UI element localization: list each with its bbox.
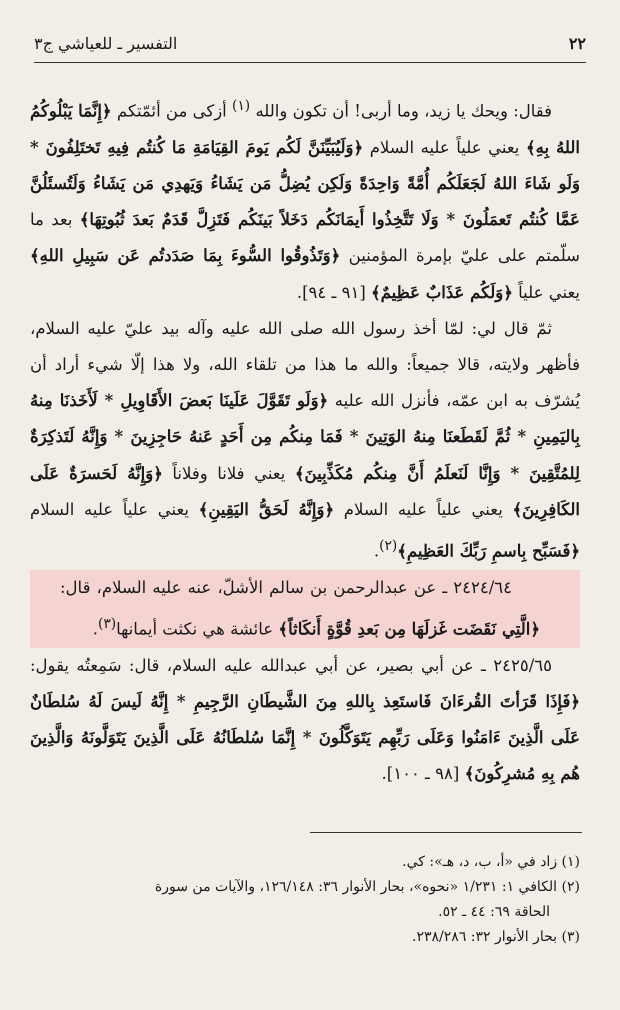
footnote-ref: (٢) [379, 537, 398, 554]
text-span: يعني علياً عليه السلام [30, 499, 190, 519]
text-span: أزكى من أئمّتكم [116, 101, 227, 121]
text-span: عائشة هي نكثت أيمانها [116, 619, 274, 639]
paragraph-2 [30, 311, 580, 570]
quran-verse: ﴿الَّتِي نَقَضَت غَزلَهَا مِن بَعدِ قُوَّةٍ أَنكَاثاً﴾ [278, 619, 540, 639]
text-span: يعني علياً [518, 282, 580, 302]
quran-verse: ﴿وَلَو تَقَوَّلَ عَلَينَا بَعضَ الأَقَاوِيلِ * لَأَخَذنَا مِنهُ بِاليَمِينِ * ثُمَّ لَقَطَعنَا مِنهُ الوَتِينَ * فَمَا مِنكُم مِن أَحَدٍ عَنهُ حَاجِزِينَ * وَإِنَّهُ لَتَذكِرَةٌ لِلمُتَّقِينَ * وَإِنَّا لَنَعلَمُ أَنَّ مِنكُم مُكَذِّبِينَ﴾ [30, 391, 581, 483]
hadith-number: ٢٤٢٤/٦٤ ـ عن عبدالرحمن بن سالم الأشلّ، عنه عليه السلام، قال: [60, 577, 512, 597]
quran-verse: ﴿وَإِنَّهُ لَحَقُّ اليَقِينِ﴾ [198, 499, 335, 519]
quran-verse: ﴿إِنَّمَا يَبْلُوكُمُ اللهُ بِهِ﴾ [30, 101, 580, 157]
text-span: ثمّ قال لي: لمّا أخذ رسول الله صلى الله عليه وآله بيد عليّ عليه السلام، فأظهر ولايته، قالا جميعاً: والله ما هذا من تلقاء الله، ولا هذا إلّا شيء أراد أن يُشرّف به ابن عمّه، فأنزل الله عليه [30, 318, 581, 411]
page-number: ٢٢ [568, 34, 586, 53]
paragraph-4 [30, 648, 580, 793]
quran-verse: ﴿وَإِنَّهُ لَحَسرَةٌ عَلَى الكَافِرِينَ﴾ [30, 463, 581, 519]
quran-verse: ﴿وَتَذُوقُوا السُّوءَ بِمَا صَدَدتُم عَن سَبِيلِ اللهِ﴾ [30, 246, 341, 266]
footnote-1: (١) زاد في «أ، ب، د، هـ»: كي. [402, 854, 580, 870]
text-span: يعني علياً عليه السلام [369, 137, 520, 157]
paragraph-3-highlighted [30, 570, 580, 648]
text-span: . [92, 619, 98, 639]
text-span: فقال: ويحك يا زيد، وما أربى! أن تكون والله [255, 101, 552, 121]
verse-reference: [٩٨ ـ ١٠٠]. [381, 764, 460, 784]
paragraph-1 [30, 88, 580, 311]
running-title: التفسير ـ للعياشي ج٣ [34, 34, 178, 53]
text-span: . [373, 541, 380, 561]
footnote-2-continued: الحاقة ٦٩: ٤٤ ـ ٥٢. [438, 904, 550, 920]
running-header [34, 34, 586, 53]
text-span: يعني فلانا وفلاناً [172, 463, 286, 483]
hadith-number: ٢٤٢٥/٦٥ ـ عن أبي بصير، عن أبي عبدالله عليه السلام، قال: سَمِعتُه يقول: [30, 655, 552, 675]
verse-reference: [٩١ ـ ٩٤]. [296, 282, 366, 302]
footnote-ref: (١) [232, 98, 251, 114]
footnote-ref: (٣) [97, 615, 117, 632]
quran-verse: ﴿وَلَيُبَيِّنَنَّ لَكُم يَومَ القِيَامَةِ مَا كُنتُم فِيهِ تَختَلِفُونَ * وَلَو شَاءَ اللهُ لَجَعَلَكُم أُمَّةً وَاحِدَةً وَلَكِن يُضِلُّ مَن يَشَاءُ وَيَهدِي مَن يَشَاءُ وَلَتُسئَلُنَّ عَمَّا كُنتُم تَعمَلُونَ * وَلَا تَتَّخِذُوا أَيمَانَكُم دَخَلاً بَينَكُم فَتَزِلَّ قَدَمٌ بَعدَ ثُبُوتِهَا﴾ [30, 137, 581, 230]
quran-verse: ﴿وَلَكُم عَذَابٌ عَظِيمٌ﴾ [371, 282, 513, 302]
footnote-rule [310, 832, 582, 833]
quran-verse: ﴿فَسَبِّح بِاسمِ رَبِّكَ العَظِيمِ﴾ [397, 541, 580, 561]
quran-verse: ﴿فَإِذَا قَرَأتَ القُرءَانَ فَاستَعِذ بِاللهِ مِنَ الشَّيطَانِ الرَّجِيمِ * إِنَّهُ لَيسَ لَهُ سُلطَانٌ عَلَى الَّذِينَ ءَامَنُوا وَعَلَى رَبِّهِم يَتَوَكَّلُونَ * إِنَّمَا سُلطَانُهُ عَلَى الَّذِينَ يَتَوَلَّونَهُ وَالَّذِينَ هُم بِهِ مُشرِكُونَ﴾ [30, 691, 580, 784]
header-rule [34, 62, 586, 63]
footnotes [30, 850, 580, 950]
footnote-3: (٣) بحار الأنوار ٣٢: ٢٣٨/٢٨٦. [412, 929, 580, 945]
text-span: بعد ما سلّمتم على عليّ بإمرة المؤمنين [30, 210, 581, 266]
text-span: يعني علياً عليه السلام [343, 499, 503, 519]
body-text [30, 88, 580, 792]
footnote-2: (٢) الكافي ١: ١/٢٣١ «نحوه»، بحار الأنوار ٣٦: ١٢٦/١٤٨، والآيات من سورة [154, 879, 580, 895]
